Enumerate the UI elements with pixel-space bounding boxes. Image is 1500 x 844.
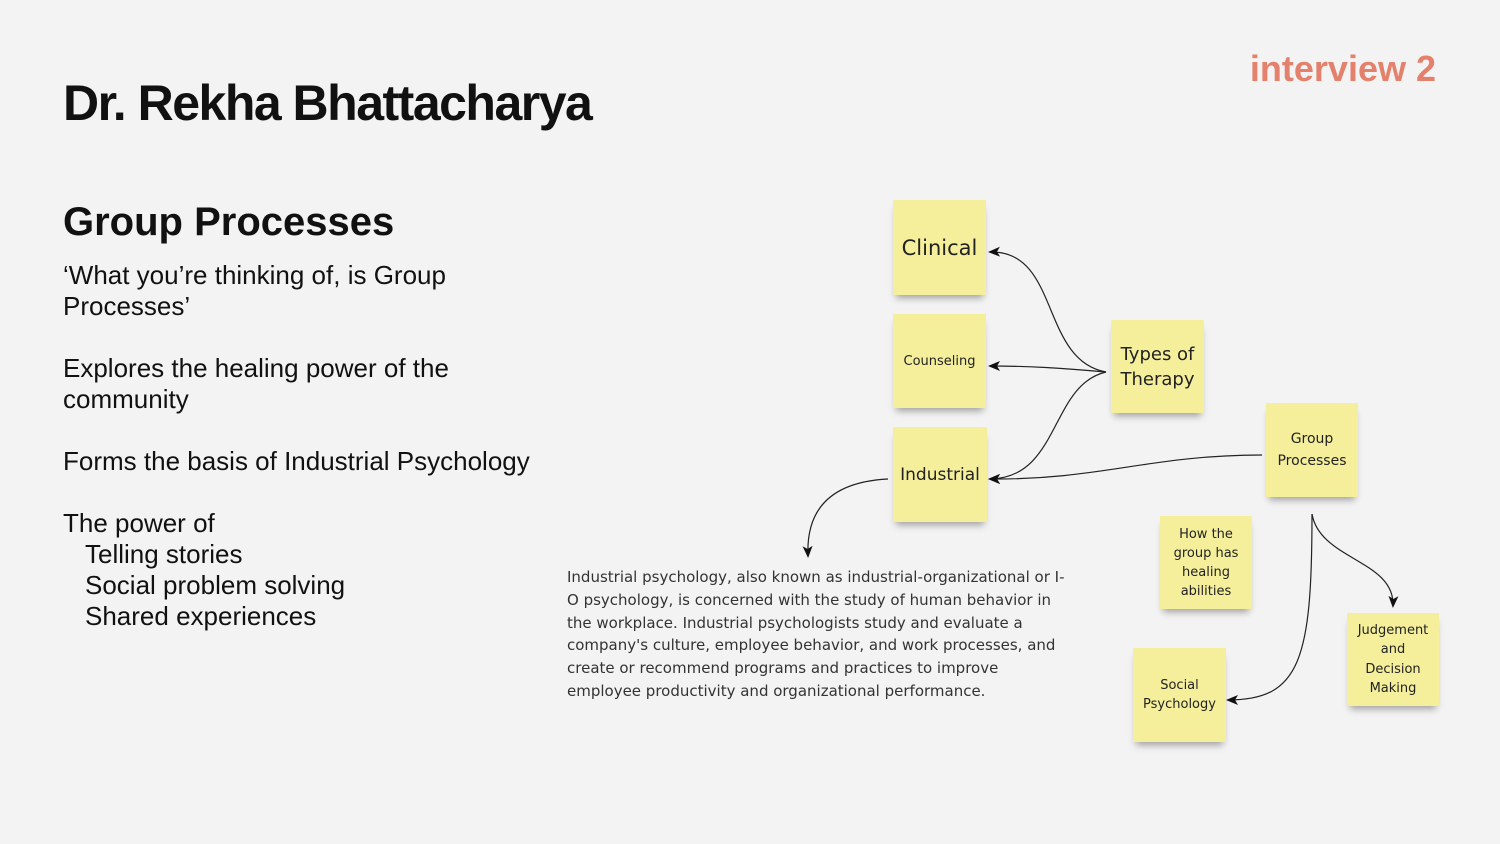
arrow-group-to-judgement [1312, 514, 1393, 606]
power-item-stories: Telling stories [85, 539, 243, 569]
arrow-industrial-to-description [808, 479, 888, 556]
page-title: Dr. Rekha Bhattacharya [63, 75, 592, 131]
power-list-title: The power of [63, 508, 215, 538]
note-social-psychology [1133, 648, 1226, 742]
arrow-therapy-to-clinical [990, 252, 1106, 372]
note-judgement-decision [1347, 613, 1439, 706]
point-industrial-basis: Forms the basis of Industrial Psychology [63, 446, 530, 476]
note-group-processes-label: Group Processes [1277, 431, 1347, 469]
arrow-therapy-to-counseling [990, 366, 1106, 372]
arrow-therapy-to-industrial [990, 372, 1106, 479]
note-group-processes [1266, 403, 1358, 497]
note-counseling [893, 314, 986, 408]
note-types-of-therapy [1111, 320, 1204, 413]
section-heading: Group Processes [63, 200, 395, 244]
power-item-shared-experiences: Shared experiences [85, 601, 317, 631]
note-types-of-therapy-label: Types of Therapy [1120, 343, 1195, 390]
note-counseling-label: Counseling [903, 353, 976, 369]
note-healing-abilities [1160, 516, 1252, 609]
note-healing-abilities-label: How the group has healing abilities [1173, 526, 1239, 599]
point-healing-power: Explores the healing power of the community [63, 353, 449, 414]
quote-text: ‘What you’re thinking of, is Group Processes’ [63, 260, 446, 321]
note-judgement-decision-label: Judgement and Decision Making [1357, 622, 1429, 696]
industrial-description: Industrial psychology, also known as industrial-organizational or I-O psychology, is concerned with the study of human behavior in the workplace. Industrial psychologists study and evaluate a company's culture, employee behavior, and work processes, and create or recommend programs and practices to improve employee productivity and organizational performance. [567, 568, 1065, 700]
interview-tag: interview 2 [1249, 48, 1436, 89]
note-industrial-label: Industrial [900, 464, 980, 485]
arrow-group-to-industrial [990, 455, 1262, 479]
note-social-psychology-label: Social Psychology [1143, 678, 1216, 712]
note-clinical-label: Clinical [901, 235, 978, 260]
note-industrial [893, 427, 987, 522]
note-clinical [893, 200, 986, 295]
power-item-problem-solving: Social problem solving [85, 570, 346, 600]
